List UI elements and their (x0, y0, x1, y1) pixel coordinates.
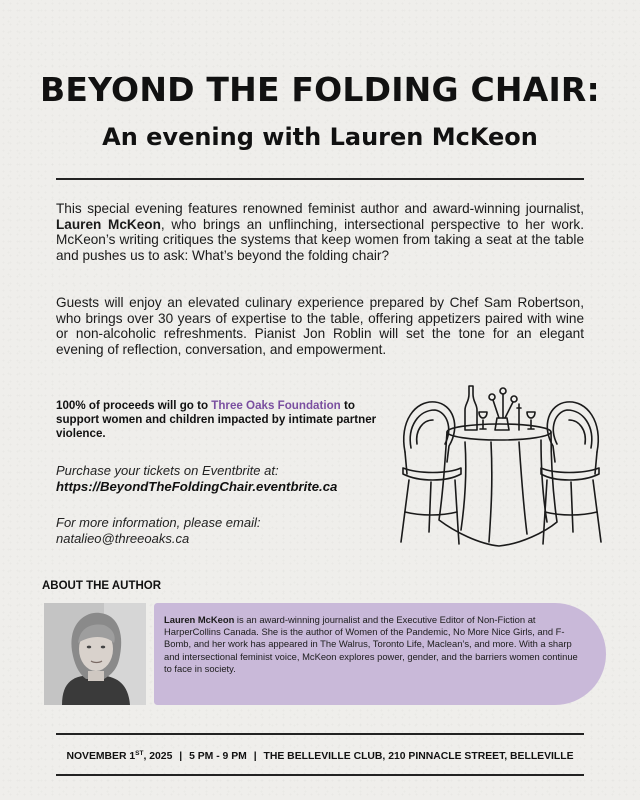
event-details-footer (0, 750, 640, 762)
intro-text-end: , who brings an unflinching, intersectional perspective to her work. McKeon’s writing critiques the systems that keep women from taking a seat at the table and pushes us to ask: What’s beyond the folding chair? (56, 216, 584, 263)
bio-author-name: Lauren McKeon (164, 614, 235, 625)
event-venue: THE BELLEVILLE CLUB, 210 PINNACLE STREET, BELLEVILLE (263, 751, 574, 762)
bottom-divider-top (56, 733, 584, 735)
tickets-section (56, 463, 416, 495)
table-and-chairs-illustration (395, 382, 607, 552)
event-date: NOVEMBER 1 (66, 751, 136, 762)
foundation-name: Three Oaks Foundation (211, 399, 341, 412)
contact-section (56, 515, 416, 547)
event-subtitle: An evening with Lauren McKeon (102, 123, 538, 151)
tickets-label: Purchase your tickets on Eventbrite at: (56, 463, 279, 478)
culinary-paragraph: Guests will enjoy an elevated culinary experience prepared by Chef Sam Robertson, who brings over 30 years of expertise to the table, offering appetizers paired with wine or non-alcoholic refreshments. Pianist Jon Roblin will set the tone for an elegant evening of reflection, conversation, and empowerment. (56, 295, 584, 357)
intro-author-name: Lauren McKeon (56, 216, 161, 232)
bio-text: is an award-winning journalist and the Executive Editor of Non-Fiction at HarperCollins Canada. She is the author of Women of the Pandemic, No More Nice Girls, and F-Bomb, and her work has appeared in The Walrus, Toronto Life, Maclean’s, and more. With a sharp and intersectional feminist voice, McKeon explores power, gender, and the barriers women continue to face in society. (164, 614, 578, 674)
proceeds-text-end: to support women and children impacted by intimate partner violence. (56, 399, 377, 440)
intro-paragraph (56, 201, 584, 263)
tickets-url[interactable]: https://BeyondTheFoldingChair.eventbrite.ca (56, 479, 338, 494)
author-photo (44, 603, 146, 705)
footer-separator: | (253, 751, 257, 762)
contact-email[interactable]: natalieo@threeoaks.ca (56, 531, 190, 546)
event-time: 5 PM - 9 PM (189, 751, 247, 762)
author-portrait-icon (44, 603, 146, 705)
proceeds-note (56, 399, 396, 441)
top-divider (56, 178, 584, 180)
contact-label: For more information, please email: (56, 515, 261, 530)
event-title: BEYOND THE FOLDING CHAIR: (40, 70, 600, 109)
bottom-divider-bottom (56, 774, 584, 776)
event-year: , 2025 (143, 751, 173, 762)
footer-separator: | (179, 751, 183, 762)
proceeds-text-start: 100% of proceeds will go to (56, 399, 212, 412)
author-bio (164, 614, 579, 675)
about-author-heading: ABOUT THE AUTHOR (42, 580, 162, 592)
intro-text-start: This special evening features renowned feminist author and award-winning journalist, (56, 201, 584, 216)
date-ordinal: ST (135, 750, 144, 757)
